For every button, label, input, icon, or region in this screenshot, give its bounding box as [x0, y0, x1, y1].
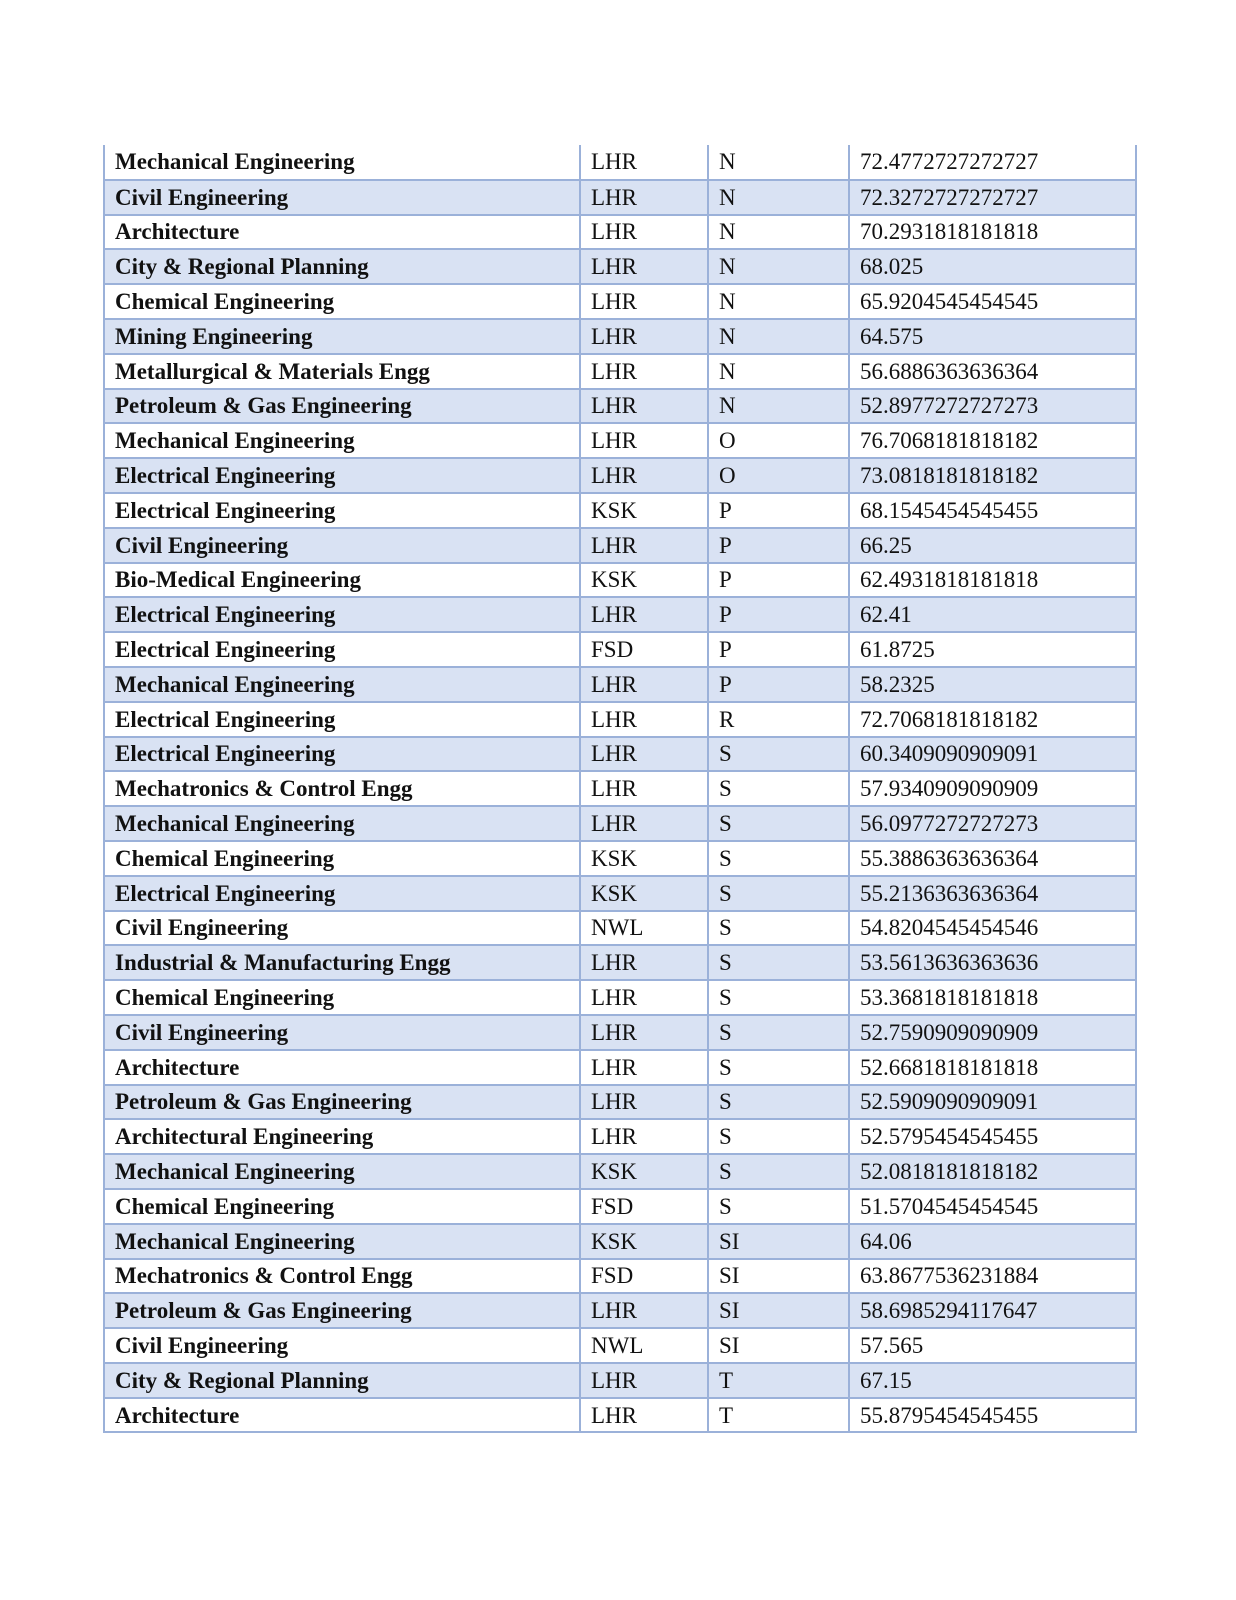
campus-cell: LHR — [580, 737, 708, 772]
category-cell: N — [708, 284, 849, 319]
table-row — [104, 458, 1136, 493]
program-cell: Electrical Engineering — [104, 458, 580, 493]
merit-cell: 51.5704545454545 — [849, 1189, 1136, 1224]
category-cell: T — [708, 1398, 849, 1433]
table-row — [104, 180, 1136, 215]
program-cell: City & Regional Planning — [104, 249, 580, 284]
program-cell: Mechatronics & Control Engg — [104, 771, 580, 806]
program-cell: Chemical Engineering — [104, 1189, 580, 1224]
merit-cell: 57.9340909090909 — [849, 771, 1136, 806]
program-cell: Mechanical Engineering — [104, 1224, 580, 1259]
table-row — [104, 632, 1136, 667]
program-cell: Civil Engineering — [104, 911, 580, 946]
table-row — [104, 911, 1136, 946]
merit-cell: 73.0818181818182 — [849, 458, 1136, 493]
campus-cell: KSK — [580, 493, 708, 528]
merit-cell: 58.2325 — [849, 667, 1136, 702]
program-cell: Architecture — [104, 1398, 580, 1433]
campus-cell: LHR — [580, 667, 708, 702]
program-cell: Electrical Engineering — [104, 493, 580, 528]
merit-cell: 62.4931818181818 — [849, 563, 1136, 598]
campus-cell: LHR — [580, 389, 708, 424]
campus-cell: LHR — [580, 423, 708, 458]
program-cell: Petroleum & Gas Engineering — [104, 1085, 580, 1120]
program-cell: Civil Engineering — [104, 1328, 580, 1363]
campus-cell: FSD — [580, 632, 708, 667]
merit-cell: 70.2931818181818 — [849, 215, 1136, 250]
program-cell: Bio-Medical Engineering — [104, 563, 580, 598]
merit-cell: 52.8977272727273 — [849, 389, 1136, 424]
category-cell: N — [708, 215, 849, 250]
program-cell: Civil Engineering — [104, 528, 580, 563]
merit-cell: 55.3886363636364 — [849, 841, 1136, 876]
table-row — [104, 215, 1136, 250]
table-row — [104, 423, 1136, 458]
merit-cell: 72.7068181818182 — [849, 702, 1136, 737]
merit-cell: 52.5909090909091 — [849, 1085, 1136, 1120]
campus-cell: LHR — [580, 1050, 708, 1085]
merit-cell: 76.7068181818182 — [849, 423, 1136, 458]
category-cell: SI — [708, 1328, 849, 1363]
campus-cell: LHR — [580, 215, 708, 250]
program-cell: Mining Engineering — [104, 319, 580, 354]
campus-cell: LHR — [580, 771, 708, 806]
table-row — [104, 563, 1136, 598]
category-cell: S — [708, 771, 849, 806]
category-cell: S — [708, 1015, 849, 1050]
category-cell: N — [708, 319, 849, 354]
table-row — [104, 1119, 1136, 1154]
campus-cell: NWL — [580, 1328, 708, 1363]
category-cell: S — [708, 980, 849, 1015]
program-cell: Mechanical Engineering — [104, 806, 580, 841]
campus-cell: FSD — [580, 1259, 708, 1294]
table-row — [104, 1293, 1136, 1328]
category-cell: SI — [708, 1259, 849, 1294]
program-cell: Architecture — [104, 1050, 580, 1085]
category-cell: P — [708, 528, 849, 563]
program-cell: Electrical Engineering — [104, 737, 580, 772]
campus-cell: LHR — [580, 702, 708, 737]
program-cell: Petroleum & Gas Engineering — [104, 1293, 580, 1328]
campus-cell: LHR — [580, 1398, 708, 1433]
table-row — [104, 389, 1136, 424]
campus-cell: KSK — [580, 1154, 708, 1189]
table-row — [104, 702, 1136, 737]
campus-cell: LHR — [580, 284, 708, 319]
merit-cell: 56.0977272727273 — [849, 806, 1136, 841]
merit-table-container — [103, 145, 1135, 1433]
category-cell: SI — [708, 1224, 849, 1259]
campus-cell: KSK — [580, 1224, 708, 1259]
category-cell: SI — [708, 1293, 849, 1328]
category-cell: S — [708, 911, 849, 946]
table-row — [104, 284, 1136, 319]
campus-cell: FSD — [580, 1189, 708, 1224]
category-cell: P — [708, 493, 849, 528]
category-cell: S — [708, 1119, 849, 1154]
program-cell: Civil Engineering — [104, 180, 580, 215]
table-row — [104, 1328, 1136, 1363]
merit-cell: 60.3409090909091 — [849, 737, 1136, 772]
table-row — [104, 528, 1136, 563]
table-row — [104, 737, 1136, 772]
campus-cell: LHR — [580, 180, 708, 215]
category-cell: O — [708, 423, 849, 458]
campus-cell: LHR — [580, 319, 708, 354]
table-row — [104, 1363, 1136, 1398]
merit-cell: 58.6985294117647 — [849, 1293, 1136, 1328]
category-cell: N — [708, 249, 849, 284]
program-cell: Mechatronics & Control Engg — [104, 1259, 580, 1294]
merit-cell: 67.15 — [849, 1363, 1136, 1398]
campus-cell: KSK — [580, 841, 708, 876]
table-row — [104, 597, 1136, 632]
program-cell: Civil Engineering — [104, 1015, 580, 1050]
category-cell: S — [708, 1050, 849, 1085]
merit-cell: 53.5613636363636 — [849, 945, 1136, 980]
merit-cell: 52.6681818181818 — [849, 1050, 1136, 1085]
merit-cell: 66.25 — [849, 528, 1136, 563]
category-cell: O — [708, 458, 849, 493]
campus-cell: LHR — [580, 249, 708, 284]
table-row — [104, 1398, 1136, 1433]
merit-cell: 55.8795454545455 — [849, 1398, 1136, 1433]
table-row — [104, 806, 1136, 841]
campus-cell: LHR — [580, 1293, 708, 1328]
merit-cell: 52.7590909090909 — [849, 1015, 1136, 1050]
table-row — [104, 354, 1136, 389]
merit-table-body — [104, 145, 1136, 1432]
campus-cell: LHR — [580, 1015, 708, 1050]
category-cell: R — [708, 702, 849, 737]
category-cell: S — [708, 1154, 849, 1189]
table-row — [104, 1189, 1136, 1224]
program-cell: Mechanical Engineering — [104, 1154, 580, 1189]
campus-cell: NWL — [580, 911, 708, 946]
table-row — [104, 249, 1136, 284]
category-cell: S — [708, 806, 849, 841]
table-row — [104, 1154, 1136, 1189]
program-cell: Electrical Engineering — [104, 876, 580, 911]
campus-cell: LHR — [580, 806, 708, 841]
campus-cell: LHR — [580, 945, 708, 980]
category-cell: S — [708, 1085, 849, 1120]
table-row — [104, 841, 1136, 876]
program-cell: Chemical Engineering — [104, 841, 580, 876]
table-row — [104, 667, 1136, 702]
category-cell: P — [708, 667, 849, 702]
campus-cell: LHR — [580, 980, 708, 1015]
table-row — [104, 980, 1136, 1015]
merit-cell: 72.4772727272727 — [849, 145, 1136, 180]
category-cell: T — [708, 1363, 849, 1398]
category-cell: P — [708, 563, 849, 598]
program-cell: Metallurgical & Materials Engg — [104, 354, 580, 389]
merit-cell: 55.2136363636364 — [849, 876, 1136, 911]
program-cell: Chemical Engineering — [104, 284, 580, 319]
table-row — [104, 1224, 1136, 1259]
table-row — [104, 1050, 1136, 1085]
merit-cell: 63.8677536231884 — [849, 1259, 1136, 1294]
table-row — [104, 1015, 1136, 1050]
table-row — [104, 1259, 1136, 1294]
program-cell: Architectural Engineering — [104, 1119, 580, 1154]
program-cell: Mechanical Engineering — [104, 667, 580, 702]
merit-cell: 52.0818181818182 — [849, 1154, 1136, 1189]
merit-cell: 64.06 — [849, 1224, 1136, 1259]
merit-table — [103, 145, 1137, 1433]
merit-cell: 68.025 — [849, 249, 1136, 284]
merit-cell: 62.41 — [849, 597, 1136, 632]
table-row — [104, 945, 1136, 980]
campus-cell: LHR — [580, 1085, 708, 1120]
merit-cell: 54.8204545454546 — [849, 911, 1136, 946]
category-cell: P — [708, 632, 849, 667]
merit-cell: 52.5795454545455 — [849, 1119, 1136, 1154]
campus-cell: LHR — [580, 145, 708, 180]
program-cell: Electrical Engineering — [104, 632, 580, 667]
table-row — [104, 145, 1136, 180]
campus-cell: LHR — [580, 1363, 708, 1398]
program-cell: Architecture — [104, 215, 580, 250]
program-cell: Electrical Engineering — [104, 597, 580, 632]
category-cell: P — [708, 597, 849, 632]
program-cell: Mechanical Engineering — [104, 423, 580, 458]
campus-cell: KSK — [580, 876, 708, 911]
merit-cell: 72.3272727272727 — [849, 180, 1136, 215]
program-cell: City & Regional Planning — [104, 1363, 580, 1398]
program-cell: Electrical Engineering — [104, 702, 580, 737]
merit-cell: 57.565 — [849, 1328, 1136, 1363]
merit-cell: 61.8725 — [849, 632, 1136, 667]
program-cell: Mechanical Engineering — [104, 145, 580, 180]
table-row — [104, 493, 1136, 528]
category-cell: N — [708, 354, 849, 389]
program-cell: Petroleum & Gas Engineering — [104, 389, 580, 424]
campus-cell: LHR — [580, 597, 708, 632]
category-cell: N — [708, 389, 849, 424]
category-cell: S — [708, 1189, 849, 1224]
merit-cell: 53.3681818181818 — [849, 980, 1136, 1015]
table-row — [104, 876, 1136, 911]
table-row — [104, 1085, 1136, 1120]
merit-cell: 64.575 — [849, 319, 1136, 354]
category-cell: N — [708, 145, 849, 180]
category-cell: S — [708, 841, 849, 876]
merit-cell: 68.1545454545455 — [849, 493, 1136, 528]
category-cell: S — [708, 737, 849, 772]
merit-cell: 56.6886363636364 — [849, 354, 1136, 389]
table-row — [104, 319, 1136, 354]
campus-cell: LHR — [580, 354, 708, 389]
campus-cell: LHR — [580, 458, 708, 493]
category-cell: N — [708, 180, 849, 215]
campus-cell: LHR — [580, 528, 708, 563]
campus-cell: LHR — [580, 1119, 708, 1154]
merit-cell: 65.9204545454545 — [849, 284, 1136, 319]
program-cell: Chemical Engineering — [104, 980, 580, 1015]
campus-cell: KSK — [580, 563, 708, 598]
category-cell: S — [708, 945, 849, 980]
program-cell: Industrial & Manufacturing Engg — [104, 945, 580, 980]
table-row — [104, 771, 1136, 806]
category-cell: S — [708, 876, 849, 911]
